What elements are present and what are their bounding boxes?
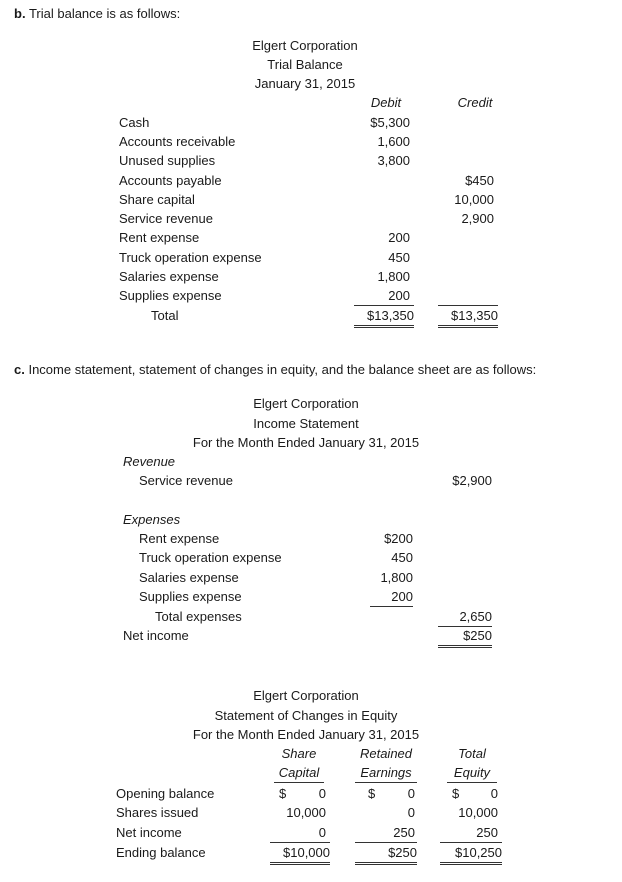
eq-c2-rule xyxy=(355,842,417,843)
eq-c2-value: 0 xyxy=(407,786,415,801)
tb-account: Accounts receivable xyxy=(119,134,236,149)
eq-c1-rule xyxy=(270,842,330,843)
section-c-heading xyxy=(14,362,536,378)
is-total-expenses-label: Total expenses xyxy=(155,609,242,624)
section-c-letter: c. xyxy=(14,362,25,377)
eq-company: Elgert Corporation xyxy=(253,688,359,703)
eq-c2-sign: $ xyxy=(368,786,376,801)
tb-debit-header: Debit xyxy=(370,95,402,110)
tb-total-credit: $13,350 xyxy=(438,308,498,328)
eq-c2-value: 0 xyxy=(407,805,415,820)
is-service-revenue-value: $2,900 xyxy=(452,473,492,488)
tb-credit-rule xyxy=(438,305,498,306)
is-net-income-value: $250 xyxy=(438,628,492,648)
tb-company: Elgert Corporation xyxy=(252,38,358,53)
is-statement-title: Income Statement xyxy=(253,416,359,431)
is-expense-value: 200 xyxy=(370,589,413,607)
eq-c3-value: 250 xyxy=(476,825,498,840)
is-net-income-label: Net income xyxy=(123,628,189,643)
eq-period: For the Month Ended January 31, 2015 xyxy=(192,727,420,742)
eq-statement-title: Statement of Changes in Equity xyxy=(214,708,398,723)
is-expense-label: Rent expense xyxy=(139,531,220,546)
tb-account: Rent expense xyxy=(119,230,200,245)
eq-col3-header: Total xyxy=(458,746,486,761)
is-total-expenses-value: 2,650 xyxy=(438,609,492,627)
is-service-revenue-label: Service revenue xyxy=(139,473,233,488)
section-b-heading xyxy=(14,6,180,22)
eq-col3-subheader: Equity xyxy=(447,765,497,783)
is-company: Elgert Corporation xyxy=(253,396,359,411)
eq-c3-value: $10,250 xyxy=(440,845,502,865)
is-revenue-label: Revenue xyxy=(123,454,176,469)
eq-c1-value: $10,000 xyxy=(270,845,330,865)
tb-account: Service revenue xyxy=(119,211,213,226)
tb-debit: 1,600 xyxy=(377,134,410,149)
eq-c3-value: 0 xyxy=(490,786,498,801)
tb-account: Supplies expense xyxy=(119,288,222,303)
tb-debit: 3,800 xyxy=(377,153,410,168)
tb-account: Unused supplies xyxy=(119,153,216,168)
tb-account: Cash xyxy=(119,115,150,130)
eq-c2-value: 250 xyxy=(393,825,415,840)
eq-row-label: Opening balance xyxy=(116,786,215,801)
tb-statement-title: Trial Balance xyxy=(267,57,343,72)
eq-c3-value: 10,000 xyxy=(458,805,498,820)
tb-debit: $5,300 xyxy=(370,115,410,130)
is-expense-label: Salaries expense xyxy=(139,570,239,585)
eq-col1-header: Share xyxy=(281,746,317,761)
eq-c1-value: 0 xyxy=(318,825,326,840)
tb-account: Share capital xyxy=(119,192,195,207)
tb-account: Salaries expense xyxy=(119,269,219,284)
is-expense-value: 450 xyxy=(391,550,413,565)
section-c-heading-text: Income statement, statement of changes in equity, and the balance sheet are as follows: xyxy=(28,362,537,377)
tb-credit-header: Credit xyxy=(457,95,493,110)
tb-credit: 10,000 xyxy=(454,192,494,207)
is-expense-label: Truck operation expense xyxy=(139,550,282,565)
is-expenses-label: Expenses xyxy=(123,512,181,527)
section-b-heading-text: Trial balance is as follows: xyxy=(28,6,181,21)
eq-col1-subheader: Capital xyxy=(274,765,324,783)
eq-c1-value: 0 xyxy=(318,786,326,801)
tb-debit: 200 xyxy=(388,288,410,303)
tb-debit-rule xyxy=(354,305,414,306)
eq-row-label: Shares issued xyxy=(116,805,199,820)
is-expense-label: Supplies expense xyxy=(139,589,242,604)
eq-c1-sign: $ xyxy=(279,786,287,801)
eq-c3-sign: $ xyxy=(452,786,460,801)
tb-debit: 1,800 xyxy=(377,269,410,284)
tb-date: January 31, 2015 xyxy=(254,76,356,91)
is-expense-value: 1,800 xyxy=(380,570,413,585)
eq-c2-value: $250 xyxy=(355,845,417,865)
tb-debit: 450 xyxy=(388,250,410,265)
tb-account: Accounts payable xyxy=(119,173,222,188)
eq-row-label: Ending balance xyxy=(116,845,206,860)
tb-credit: $450 xyxy=(465,173,494,188)
eq-row-label: Net income xyxy=(116,825,182,840)
eq-c1-value: 10,000 xyxy=(286,805,326,820)
tb-debit: 200 xyxy=(388,230,410,245)
eq-c3-rule xyxy=(440,842,502,843)
tb-total-debit: $13,350 xyxy=(354,308,414,328)
is-period: For the Month Ended January 31, 2015 xyxy=(192,435,420,450)
is-expense-value: $200 xyxy=(384,531,413,546)
tb-credit: 2,900 xyxy=(461,211,494,226)
tb-total-label: Total xyxy=(151,308,179,323)
eq-col2-subheader: Earnings xyxy=(355,765,417,783)
section-b-letter: b. xyxy=(14,6,26,21)
eq-col2-header: Retained xyxy=(359,746,413,761)
tb-account: Truck operation expense xyxy=(119,250,262,265)
